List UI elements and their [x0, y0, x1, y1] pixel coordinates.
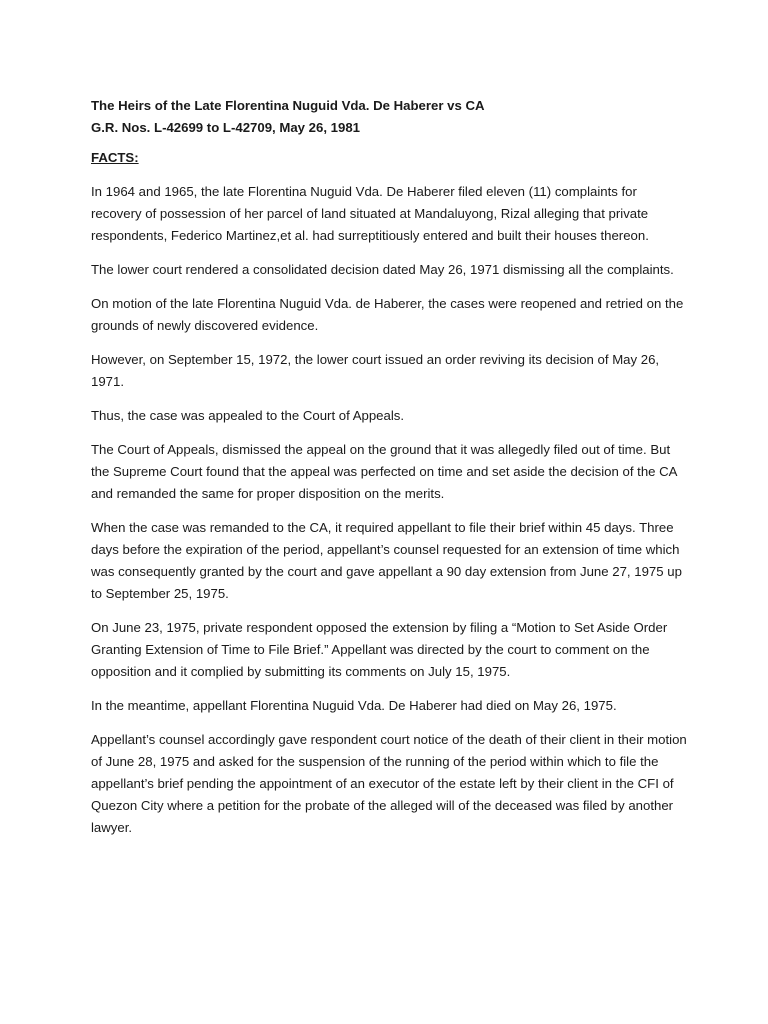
paragraph-2: The lower court rendered a consolidated decision dated May 26, 1971 dismissing all the complaints. [91, 262, 674, 277]
paragraph-7: When the case was remanded to the CA, it required appellant to file their brief within 45 days. Three days before the expiration of the period, appellant’s counsel requested for an extension of time which was consequently granted by the court and gave appellant a 90 day extension from June 27, 1975 up to September 25, 1975. [91, 520, 682, 601]
case-citation: G.R. Nos. L-42699 to L-42709, May 26, 1981 [91, 120, 361, 135]
case-title: The Heirs of the Late Florentina Nuguid Vda. De Haberer vs CA [91, 98, 485, 113]
paragraph-5: Thus, the case was appealed to the Court of Appeals. [91, 408, 405, 423]
paragraph-8: On June 23, 1975, private respondent opposed the extension by filing a “Motion to Set Aside Order Granting Extension of Time to File Brief.” Appellant was directed by the court to comment on the opposition and it complied by submitting its comments on July 15, 1975. [91, 620, 668, 679]
paragraph-4: However, on September 15, 1972, the lower court issued an order reviving its decision of May 26, 1971. [91, 352, 660, 389]
paragraph-1: In 1964 and 1965, the late Florentina Nuguid Vda. De Haberer filed eleven (11) complaints for recovery of possession of her parcel of land situated at Mandaluyong, Rizal alleging that private respondents, Federico Martinez,et al. had surreptitiously entered and built their houses thereon. [91, 184, 649, 243]
paragraph-10: Appellant’s counsel accordingly gave respondent court notice of the death of their client in their motion of June 28, 1975 and asked for the suspension of the running of the period within which to file the appellant’s brief pending the appointment of an executor of the estate left by their client in the CFI of Quezon City where a petition for the probate of the alleged will of the deceased was filed by another lawyer. [91, 732, 687, 835]
facts-heading: FACTS: [91, 150, 139, 165]
paragraph-6: The Court of Appeals, dismissed the appeal on the ground that it was allegedly filed out of time. But the Supreme Court found that the appeal was perfected on time and set aside the decision of the CA and remanded the same for proper disposition on the merits. [91, 442, 677, 501]
paragraph-3: On motion of the late Florentina Nuguid Vda. de Haberer, the cases were reopened and retried on the grounds of newly discovered evidence. [91, 296, 684, 333]
paragraph-9: In the meantime, appellant Florentina Nuguid Vda. De Haberer had died on May 26, 1975. [91, 698, 617, 713]
document-page [91, 95, 691, 851]
